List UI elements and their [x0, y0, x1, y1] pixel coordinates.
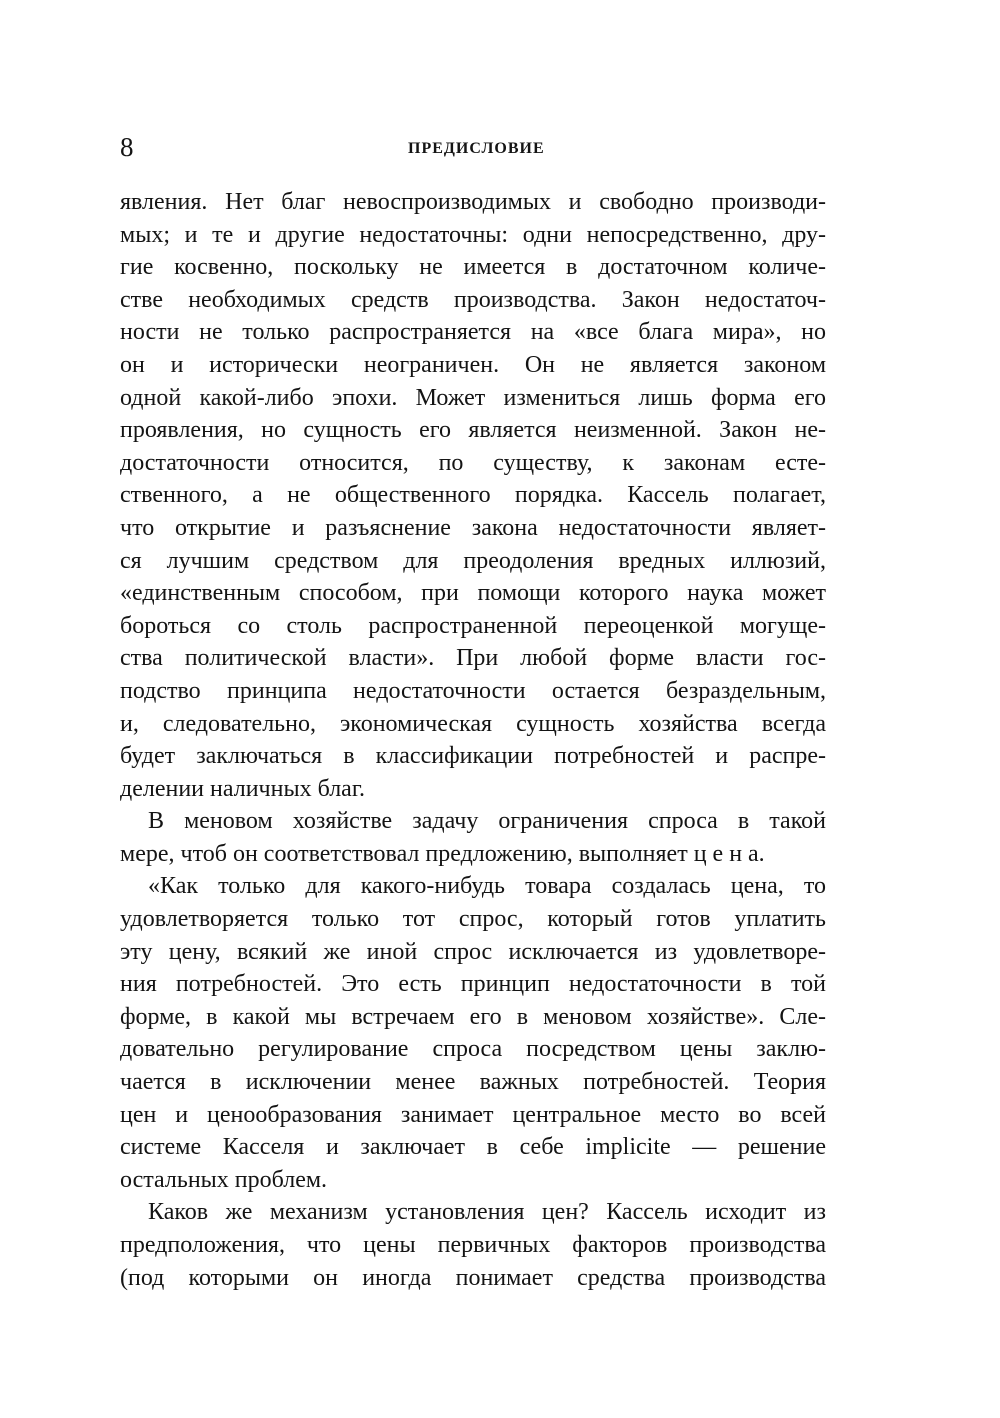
text-line: В меновом хозяйстве задачу ограничения спроса в такой	[148, 808, 826, 835]
text-line: удовлетворяется только тот спрос, который готов уплатить	[120, 906, 826, 933]
text-line: Каков же механизм установления цен? Кассель исходит из	[148, 1199, 826, 1226]
body-text	[120, 186, 826, 1294]
page-number: 8	[120, 132, 134, 162]
text-line: ства политической власти». При любой форме власти гос-	[120, 645, 826, 672]
text-line: цен и ценообразования занимает центральное место во всей	[120, 1101, 826, 1128]
text-line: мере, чтоб он соответствовал предложению, выполняет ц е н а.	[120, 840, 765, 867]
text-line: одной какой-либо эпохи. Может измениться лишь форма его	[120, 384, 826, 411]
text-line: предположения, что цены первичных факторов производства	[120, 1232, 826, 1258]
text-line: делении наличных благ.	[120, 775, 365, 802]
text-line: ния потребностей. Это есть принцип недостаточности в той	[120, 971, 826, 998]
text-line: стве необходимых средств производства. Закон недостаточ-	[120, 286, 826, 313]
text-line: мых; и те и другие недостаточны: одни непосредственно, дру-	[120, 221, 826, 248]
text-line: чается в исключении менее важных потребностей. Теория	[120, 1069, 826, 1096]
text-line: гие косвенно, поскольку не имеется в достаточном количе-	[120, 254, 826, 281]
text-line: будет заключаться в классификации потребностей и распре-	[120, 743, 826, 770]
running-head	[120, 130, 826, 164]
text-line: довательно регулирование спроса посредством цены заклю-	[120, 1036, 826, 1063]
text-line: ности не только распространяется на «все блага мира», но	[120, 319, 826, 346]
text-line: он и исторически неограничен. Он не является законом	[120, 351, 826, 378]
text-line: явления. Нет благ невоспроизводимых и свободно производи-	[120, 189, 826, 215]
running-head-title: ПРЕДИСЛОВИЕ	[408, 140, 545, 157]
text-line: (под которыми он иногда понимает средства производства	[120, 1264, 826, 1291]
text-line: и, следовательно, экономическая сущность хозяйства всегда	[120, 710, 826, 737]
text-line: «Как только для какого-нибудь товара создалась цена, то	[148, 873, 826, 900]
text-line: ственного, а не общественного порядка. Кассель полагает,	[120, 482, 826, 509]
text-line: достаточности относится, по существу, к законам есте-	[120, 449, 826, 476]
text-line: «единственным способом, при помощи которого наука может	[120, 580, 826, 607]
text-line: проявления, но сущность его является неизменной. Закон не-	[120, 417, 826, 444]
text-line: форме, в какой мы встречаем его в меновом хозяйстве». Сле-	[120, 1003, 826, 1030]
text-line: остальных проблем.	[120, 1166, 328, 1193]
text-line: ся лучшим средством для преодоления вредных иллюзий,	[120, 547, 826, 574]
text-line: эту цену, всякий же иной спрос исключается из удовлетворе-	[120, 938, 826, 965]
text-line: бороться со столь распространенной переоценкой могуще-	[120, 612, 826, 639]
text-line: подство принципа недостаточности остается безраздельным,	[120, 677, 826, 704]
text-line: что открытие и разъяснение закона недостаточности являет-	[120, 514, 826, 541]
text-line: системе Касселя и заключает в себе implicite — решение	[120, 1134, 826, 1161]
